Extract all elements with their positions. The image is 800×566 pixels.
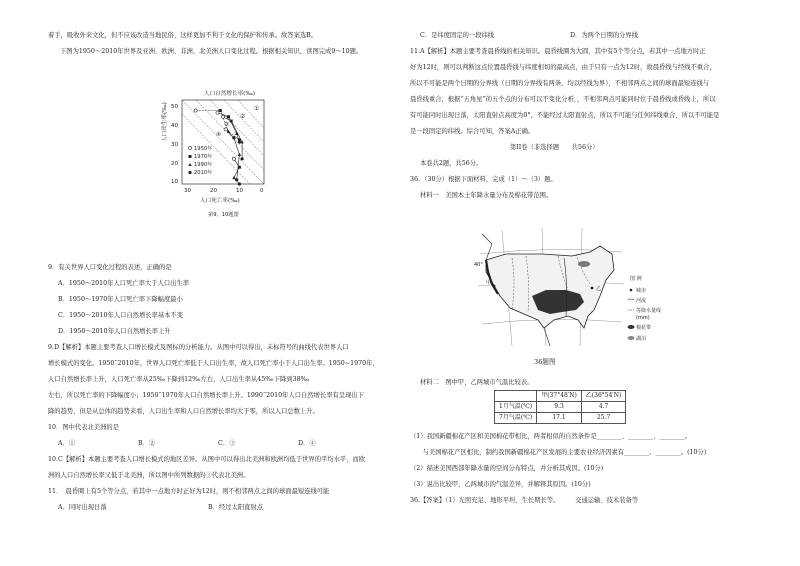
option-9c: C．1950～2010年人口自然增长率基本不变 <box>58 312 184 319</box>
table-row <box>495 402 626 413</box>
table-cell: 7月气温(℃) <box>495 413 537 424</box>
answer-9: 增长模式的变化。1950˜2010年，世界人口死亡率低于人口出生率，故人口死亡率小于人口出生率。1950~1970年， <box>48 360 379 367</box>
question-9: 9．有关世界人口变化过程的表述，正确的是 <box>48 264 172 271</box>
x-tick: 0 <box>260 188 264 194</box>
table-cell: 17.1 <box>537 413 582 424</box>
answer-11: 有可能同时出现日落，太阳直射点高度为0°，不能经过太阳直射点，所以不可能与任何纬线重合，所以不可能是 <box>410 112 720 119</box>
y-tick: 10 <box>171 179 178 185</box>
series-label: ① <box>254 106 260 112</box>
series-label: ② <box>240 114 246 120</box>
material-2: 材料二 图中甲、乙两城市气温比较表。 <box>420 379 534 386</box>
answer-11: 是一段固定的纬线。综合可知，答案A正确。 <box>410 128 535 135</box>
y-ticks <box>171 104 178 185</box>
answer-11: 11.A【解析】本题主要考查晨昏线的相关知识。晨昏线圈为大圆，其中有5个等分点，若其中一点地方时正 <box>410 48 706 55</box>
question-11: 11． 晨昏圈上有5个等分点，若其中一点地方时正好为12时，则不相邻两点之间的球面最短连线可能 <box>48 488 330 495</box>
y-tick: 30 <box>171 142 178 148</box>
chart-y-label: 人口出生率(‰) <box>162 102 168 142</box>
legend-label: 1950年 <box>194 146 213 152</box>
table-cell: 4.7 <box>581 402 626 413</box>
answer-9: 左右，所以死亡率的下降幅度小；1950˜1970年人口自然增长率上升。1990˜2010年人口自然增长率有呈现出下 <box>48 392 364 399</box>
sub-question-2: （2）描述美国西部年降水量的空间分布特点，并分析其成因。(10分) <box>410 465 604 472</box>
legend-marker-2010 <box>188 171 191 174</box>
latitude-label: 40° <box>474 262 483 268</box>
question-36: 36．（30分）根据下面材料，完成（1）～（3）题。 <box>410 176 557 183</box>
section-note: 本卷共2题，共56分。 <box>420 160 483 167</box>
y-tick: 40 <box>171 123 178 129</box>
table-cell: 9.3 <box>537 402 582 413</box>
city-marker-a <box>493 285 496 288</box>
x-ticks <box>184 188 264 194</box>
answer-9: 9.D【解析】本题主要考查人口增长模式及图标的分析能力。从图中可以得出，未标符号的曲线代表世界人口 <box>48 344 349 351</box>
data-point-1950 <box>224 128 227 131</box>
data-point-1950 <box>221 115 224 118</box>
answer-9: 人口自然增长率上升，人口死亡率从25‰下降到12‰左右，人口出生率从45‰下降到38‰ <box>48 376 310 383</box>
data-point-2010 <box>241 157 244 160</box>
sub-question-1: （1）我国新疆棉花产区和美国棉花带相比，两者相似的自然条件是________、________、________。 <box>410 433 692 440</box>
option-10b: B．② <box>138 440 156 447</box>
table-header-cell: 甲(37°48′N) <box>537 391 582 402</box>
legend-label: 1970年 <box>194 154 213 160</box>
map-legend-item: 河流 <box>636 298 647 304</box>
y-tick: 50 <box>171 104 178 110</box>
option-11a: A．同时出现日落 <box>58 504 107 511</box>
table-cell: 25.7 <box>581 413 626 424</box>
city-label-b: 乙 <box>596 286 602 292</box>
table-row <box>495 413 626 424</box>
option-11d: D．为两个日期的分界线 <box>570 32 639 39</box>
series-label: ④ <box>216 132 222 138</box>
legend-label: 1990年 <box>194 162 213 168</box>
option-10c: C．③ <box>218 440 236 447</box>
map-legend-title: 图 例 <box>630 276 642 282</box>
data-point-1970 <box>227 115 230 118</box>
table-cell: 1月气温(℃) <box>495 402 537 413</box>
legend-label: 2010年 <box>194 170 213 176</box>
answer-10: 10.C【解析】本题主要考查人口增长模式的地区差异。从图中可以得出北美洲和欧洲均低于世界的平均水平，而欧 <box>48 456 366 463</box>
usa-map <box>472 224 672 354</box>
map-legend-item: 城市 <box>636 288 647 294</box>
sub-question-3: （3）说出比较甲、乙两城市的气温差异，并解释其原因。(10分) <box>410 481 591 488</box>
data-point-2010 <box>238 140 241 143</box>
option-11c: C．是纬度固定的一段纬线 <box>420 32 495 39</box>
legend-marker-1950 <box>188 146 191 149</box>
figure-caption: 第9、10题图 <box>208 212 239 218</box>
material-1: 材料一 美国本土年降水量分布及棉花带范围。 <box>420 192 553 199</box>
answer-10: 洲的人口自然增长率又低于北美洲，所以图中所列数据的③代表北美洲。 <box>48 472 250 479</box>
section-title: 第II卷（非选择题 共56分） <box>510 144 599 151</box>
answer-9: 降的趋势，但是从总体的趋势来看，人口出生率和人口自然增长率均大于零，所以人口总数上升。 <box>48 408 319 415</box>
map-legend-item: 等降水量线 <box>636 308 662 314</box>
sub-question-1b: 与美国棉花产区相比，制约我国新疆棉花产区发展的主要农业经济因素有________、________。(10分) <box>410 449 707 456</box>
data-point-1970 <box>219 109 222 112</box>
chart-legend <box>188 144 212 176</box>
answer-11: 好为12时，则可以判断这点位置晨昏线与纬度相切的最高点，由于只有一点为12时，故晨昏线与经线不重合， <box>410 64 716 71</box>
data-point-1990 <box>238 153 241 156</box>
text-line: 着手，吸收外来文化，但不应该改造当地民俗，这样更加不利于文化的保护和传承。故答案选B。 <box>48 32 318 39</box>
x-tick: 10 <box>236 188 243 194</box>
answer-11: 所以不可能是两个日期的分界线（日期的分界线有两条，均以经线为界），不相邻两点之间的球面最短连线与 <box>410 80 710 87</box>
option-10d: D．④ <box>298 440 316 447</box>
temperature-table <box>494 390 626 424</box>
chart-top-axis-label: 人口自然增长率(‰) <box>204 91 256 97</box>
data-point-1970 <box>238 166 241 169</box>
x-tick: 30 <box>184 188 191 194</box>
series-label: ③ <box>224 122 230 128</box>
map-legend-item: (mm) <box>636 315 650 321</box>
table-header-cell <box>495 391 537 402</box>
map-legend-item: 湖泊 <box>636 336 647 342</box>
option-9d: D．1950～2010年人口自然增长率上升 <box>58 328 171 335</box>
data-point-1990 <box>232 176 235 179</box>
answer-36: 36.【答案】（1）光照充足、地形平坦、生长期长等。 交通运输、技术装备等 <box>410 497 639 504</box>
map-caption: 36题图 <box>534 358 556 366</box>
legend-marker-1970 <box>189 155 192 158</box>
option-10a: A．① <box>58 440 76 447</box>
text-line: 下图为1950～2010年世界及亚洲、欧洲、非洲、北美洲人口变化过程。根据相关知识，读图完成9～10题。 <box>60 48 363 55</box>
option-9a: A．1950～2010年人口死亡率大于人口出生率 <box>58 280 190 287</box>
legend-city-icon <box>630 289 633 292</box>
data-point-2010 <box>238 182 241 185</box>
data-point-1950 <box>232 157 235 160</box>
table-header-cell: 乙(36°54′N) <box>581 391 626 402</box>
population-chart <box>160 88 290 226</box>
city-label-a: 甲 <box>486 280 492 286</box>
y-tick: 20 <box>171 161 178 167</box>
legend-lake-icon <box>628 336 635 340</box>
table-header-row <box>495 391 626 402</box>
city-marker-b <box>591 287 594 290</box>
answer-11: 晨昏线重合，根据“五角星”的五个点的分布可以不变化分析，，不相邻两点可能同时位于晨昏线或昏线上，所以 <box>410 96 716 103</box>
x-tick: 20 <box>210 188 217 194</box>
legend-marker-1990 <box>188 163 191 166</box>
great-lakes <box>578 261 590 267</box>
data-point-1970 <box>232 136 235 139</box>
data-point-1950 <box>216 111 219 114</box>
legend-cotton-icon <box>628 325 635 329</box>
option-9b: B．1950～1970年人口死亡率下降幅度最小 <box>58 296 183 303</box>
map-legend-item: 棉花带 <box>636 325 652 331</box>
data-point-1970 <box>230 120 233 123</box>
question-10: 10．图中代表北美洲的是 <box>48 424 119 431</box>
chart-x-label: 人口死亡率(‰) <box>200 198 240 204</box>
option-11b: B．经过太阳直射点 <box>208 504 264 511</box>
data-point-1950 <box>194 109 197 112</box>
